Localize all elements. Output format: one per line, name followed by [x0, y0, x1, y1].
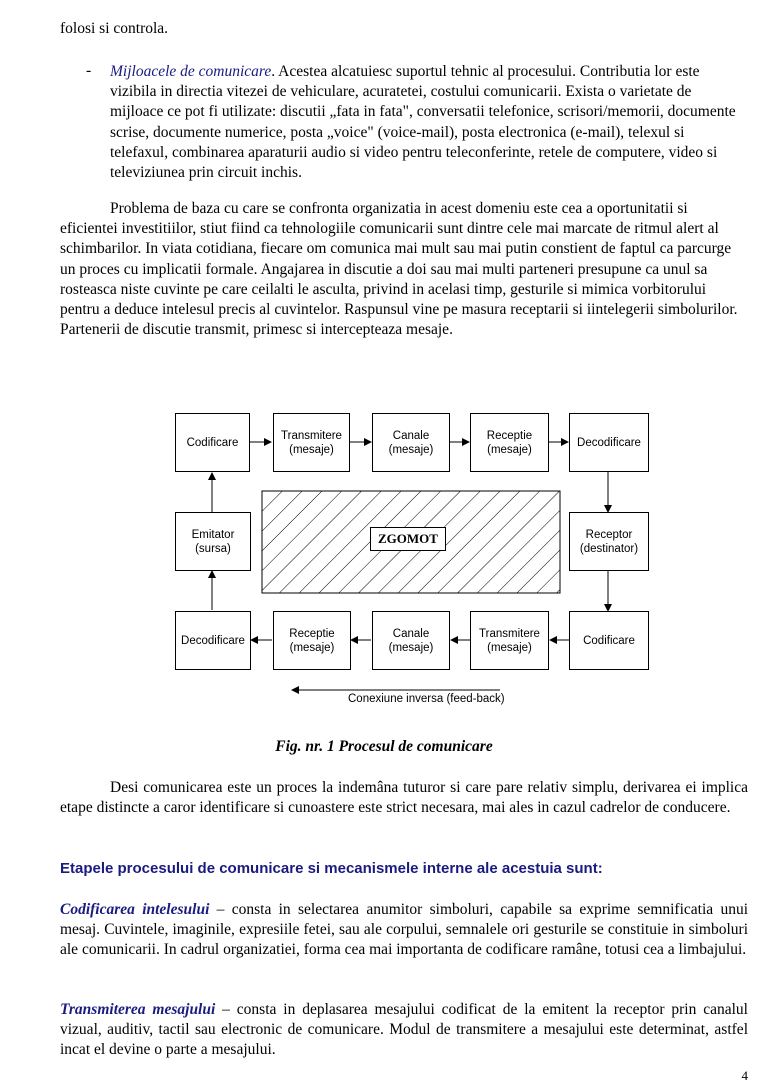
text-line-top: folosi si controla. [60, 20, 169, 37]
box-top-receptie: Receptie (mesaje) [470, 413, 549, 472]
box-top-codificare: Codificare [175, 413, 250, 472]
box-emitator: Emitator (sursa) [175, 512, 251, 571]
list-text: . Acestea alcatuiesc suportul tehnic al procesului. Contributia lor este vizibila in directia vitezei de vehiculare, acuratetei, costului comunicarii. Exista o varietate de mijloace ce pot fi utilizate: discutii „fata in fata", conversatii telefonice, scrisori/memorii, documente scrise, documente numerice, posta „voice" (voice-mail), posta electronica (e-mail), telexul si telefaxul, combinarea aparaturii audio si video pentru teleconferinte, retele de computere, video si televiziunea prin circuit inchis. [110, 63, 736, 182]
term-transmitere: Transmiterea mesajului [60, 1001, 216, 1018]
paragraph-2: Desi comunicarea este un proces la indemâna tuturor si care pare relativ simplu, derivarea ei implica etape distincte a caror identificare si cunoastere este strict necesara, mai ales in cazul cadrelor de conducere. [60, 779, 748, 817]
main-paragraph: Problema de baza cu care se confronta organizatia in acest domeniu este cea a oportunitatii si eficientei investitiilor, stiut fiind ca tehnologiile comunicarii sunt dintre cele mai marcate de ritmul alert al schimbarilor. In viata cotidiana, fiecare om comunica mai mult sau mai putin constient de faptul ca parcurge un proces cu implicatii formale. Angajarea in discutie a doi sau mai multi parteneri presupune ca unul sa rosteasca niste cuvinte pe care ceilalti le asculta, privind in acelasi timp, gesturile si mimica vorbitorului pentru a deduce intelesul precis al cuvintelor. Raspunsul vine pe masura receptarii si iintelegerii simbolurilor. Partenerii de discutie transmit, primesc si intercepteaza mesaje. [60, 200, 738, 339]
box-bottom-transmitere: Transmitere (mesaje) [470, 611, 549, 670]
text-transmitere: – consta in deplasarea mesajului codificat de la emitent la receptor prin canalul vizual, auditiv, tactil sau electronic de comunicare. Modul de transmitere a mesajului este determinat, astfel incat el devine o parte a mesajului. [60, 1001, 748, 1059]
communication-diagram [170, 405, 690, 715]
list-dash: - [86, 62, 92, 79]
paragraph-transmitere [60, 1000, 748, 1061]
feedback-label: Conexiune inversa (feed-back) [348, 693, 505, 705]
box-top-transmitere: Transmitere (mesaje) [273, 413, 350, 472]
section-heading: Etapele procesului de comunicare si mecanismele interne ale acestuia sunt: [60, 860, 603, 877]
box-top-decodificare: Decodificare [569, 413, 649, 472]
text-codificare: – consta in selectarea anumitor simboluri, capabile sa exprime semnificatia unui mesaj. Cuvintele, imaginile, expresiile fetei, sau ale corpului, semnalele ori gesturile se constituie in simboluri ale comunicarii. In cadrul organizatiei, forma cea mai importanta de codificare ramâne, totusi cea a limbajului. [60, 901, 748, 959]
list-term: Mijloacele de comunicare [110, 63, 272, 80]
box-bottom-receptie: Receptie (mesaje) [273, 611, 351, 670]
box-bottom-decodificare: Decodificare [175, 611, 251, 670]
page-number: 4 [741, 1068, 748, 1083]
figure-caption: Fig. nr. 1 Procesul de comunicare [275, 738, 493, 755]
term-codificare: Codificarea intelesului [60, 901, 210, 918]
noise-label: ZGOMOT [370, 527, 446, 551]
list-item-paragraph [110, 62, 742, 183]
box-top-canale: Canale (mesaje) [372, 413, 450, 472]
box-receptor: Receptor (destinator) [569, 512, 649, 571]
box-bottom-codificare: Codificare [569, 611, 649, 670]
paragraph-codificare [60, 900, 748, 961]
box-bottom-canale: Canale (mesaje) [372, 611, 450, 670]
